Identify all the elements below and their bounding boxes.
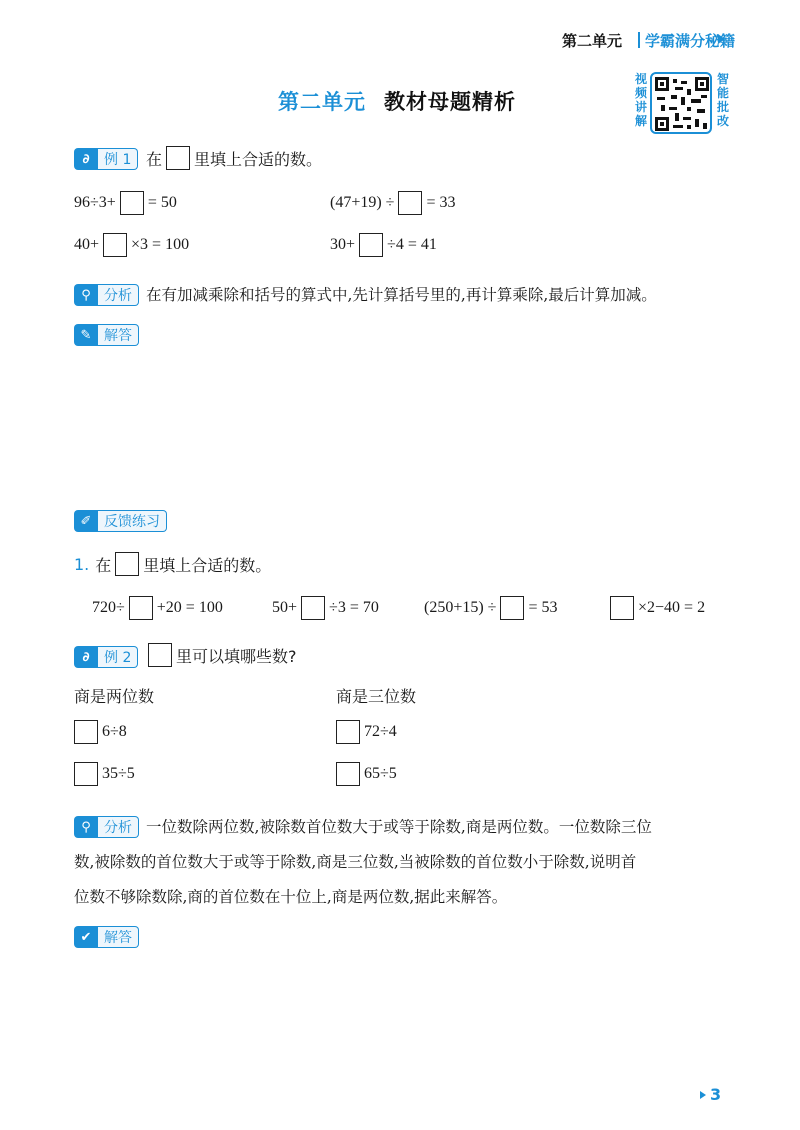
answer2-badge-label: 解答 bbox=[98, 926, 139, 948]
equation-right: ×2−40 = 2 bbox=[638, 599, 706, 616]
answer-box[interactable] bbox=[301, 596, 325, 620]
prompt-post: 里填上合适的数。 bbox=[194, 149, 323, 169]
page-arrow-icon bbox=[700, 1091, 706, 1099]
pen-icon: ✎ bbox=[74, 324, 98, 346]
equation-right: ÷3 = 70 bbox=[329, 599, 379, 616]
analysis2-line2: 数,被除数的首位数大于或等于除数,商是三位数,当被除数的首位数小于除数,说明首 bbox=[74, 853, 637, 871]
equation-left: (250+15) ÷ bbox=[424, 599, 497, 616]
qr-right-char: 智 bbox=[716, 72, 729, 86]
example1-equation-1 bbox=[74, 191, 177, 215]
example2-badge bbox=[74, 646, 138, 668]
answer2-badge bbox=[74, 926, 139, 948]
qr-left-char: 讲 bbox=[634, 100, 647, 114]
equation-right: ×3 = 100 bbox=[131, 236, 190, 253]
answer-box[interactable] bbox=[103, 233, 127, 257]
question-number: 1. bbox=[74, 554, 90, 574]
answer-box[interactable] bbox=[120, 191, 144, 215]
blank-box bbox=[166, 146, 190, 170]
qr-right-label bbox=[716, 72, 730, 128]
analysis1-badge-label: 分析 bbox=[98, 284, 139, 306]
blank-box bbox=[115, 552, 139, 576]
analysis2-line3: 位数不够除数除,商的首位数在十位上,商是两位数,据此来解答。 bbox=[74, 888, 508, 906]
division-expression: 65÷5 bbox=[364, 765, 397, 782]
answer-box[interactable] bbox=[74, 720, 98, 744]
col2-heading: 商是三位数 bbox=[336, 687, 417, 706]
division-expression: 72÷4 bbox=[364, 723, 397, 740]
checkmark-icon: ✔ bbox=[74, 926, 98, 948]
col1-row1 bbox=[74, 720, 127, 744]
col2-row2 bbox=[336, 762, 397, 786]
division-expression: 6÷8 bbox=[102, 723, 127, 740]
example1-equation-4 bbox=[330, 233, 437, 257]
link-icon: ∂ bbox=[74, 646, 98, 668]
practice-badge-label: 反馈练习 bbox=[98, 510, 167, 532]
equation-left: 40+ bbox=[74, 236, 100, 253]
answer-box[interactable] bbox=[500, 596, 524, 620]
col1-row2 bbox=[74, 762, 135, 786]
example1-equation-3 bbox=[74, 233, 189, 257]
example2-badge-label: 例 2 bbox=[98, 646, 138, 668]
example1-badge bbox=[74, 148, 138, 170]
header-separator bbox=[638, 32, 640, 48]
qr-left-label bbox=[634, 72, 648, 128]
answer1-badge bbox=[74, 324, 139, 346]
equation-left: 30+ bbox=[330, 236, 356, 253]
analysis2-line1: 一位数除两位数,被除数首位数大于或等于除数,商是两位数。一位数除三位 bbox=[146, 818, 652, 836]
answer-box[interactable] bbox=[129, 596, 153, 620]
answer-box[interactable] bbox=[74, 762, 98, 786]
prompt-pre: 在 bbox=[95, 555, 112, 575]
equation-right: ÷4 = 41 bbox=[387, 236, 437, 253]
analysis1-text: 在有加减乘除和括号的算式中,先计算括号里的,再计算乘除,最后计算加减。 bbox=[146, 286, 657, 304]
example1-equation-2 bbox=[330, 191, 456, 215]
link-icon: ∂ bbox=[74, 148, 98, 170]
answer-box[interactable] bbox=[398, 191, 422, 215]
answer-box[interactable] bbox=[336, 762, 360, 786]
equation-left: (47+19) ÷ bbox=[330, 194, 395, 211]
qr-code[interactable] bbox=[650, 72, 712, 134]
col1-heading: 商是两位数 bbox=[74, 687, 155, 706]
magnifier-icon: ⚲ bbox=[74, 816, 98, 838]
qr-left-char: 频 bbox=[634, 86, 647, 100]
prompt-post: 里填上合适的数。 bbox=[143, 555, 272, 575]
answer1-badge-label: 解答 bbox=[98, 324, 139, 346]
division-expression: 35÷5 bbox=[102, 765, 135, 782]
analysis1-badge bbox=[74, 284, 139, 306]
answer-box[interactable] bbox=[336, 720, 360, 744]
title-unit: 第二单元 bbox=[278, 90, 366, 114]
analysis2-badge bbox=[74, 816, 139, 838]
practice-equation-3 bbox=[424, 596, 558, 620]
col2-row1 bbox=[336, 720, 397, 744]
practice-badge bbox=[74, 510, 167, 532]
header-arrow-icon bbox=[718, 34, 725, 44]
practice-equation-1 bbox=[92, 596, 223, 620]
qr-right-char: 批 bbox=[716, 100, 729, 114]
qr-right-char: 改 bbox=[716, 114, 729, 128]
analysis2-badge-label: 分析 bbox=[98, 816, 139, 838]
example1-badge-label: 例 1 bbox=[98, 148, 138, 170]
equation-left: 720÷ bbox=[92, 599, 125, 616]
answer-box[interactable] bbox=[359, 233, 383, 257]
blank-box bbox=[148, 643, 172, 667]
prompt-post: 里可以填哪些数? bbox=[176, 646, 297, 666]
practice-equation-2 bbox=[272, 596, 379, 620]
answer-box[interactable] bbox=[610, 596, 634, 620]
equation-left: 96÷3+ bbox=[74, 194, 116, 211]
qr-code-icon bbox=[655, 77, 709, 131]
header-unit: 第二单元 bbox=[562, 32, 623, 50]
qr-right-char: 能 bbox=[716, 86, 729, 100]
example1-prompt bbox=[146, 146, 322, 170]
equation-right: = 33 bbox=[426, 194, 456, 211]
prompt-pre: 在 bbox=[146, 149, 163, 169]
page-title bbox=[278, 86, 516, 116]
magnifier-icon: ⚲ bbox=[74, 284, 98, 306]
qr-left-char: 解 bbox=[634, 114, 647, 128]
page-number bbox=[700, 1085, 721, 1104]
equation-right: = 53 bbox=[528, 599, 558, 616]
example2-prompt bbox=[144, 643, 297, 667]
pencil-icon: ✐ bbox=[74, 510, 98, 532]
page-number-value: 3 bbox=[710, 1085, 722, 1104]
equation-right: +20 = 100 bbox=[156, 599, 223, 616]
practice-equation-4 bbox=[606, 596, 705, 620]
practice-prompt bbox=[74, 552, 271, 576]
equation-left: 50+ bbox=[272, 599, 298, 616]
title-topic: 教材母题精析 bbox=[384, 90, 516, 114]
equation-right: = 50 bbox=[147, 194, 177, 211]
qr-left-char: 视 bbox=[634, 72, 647, 86]
header-book-title: 学霸满分秘籍 bbox=[645, 32, 736, 50]
